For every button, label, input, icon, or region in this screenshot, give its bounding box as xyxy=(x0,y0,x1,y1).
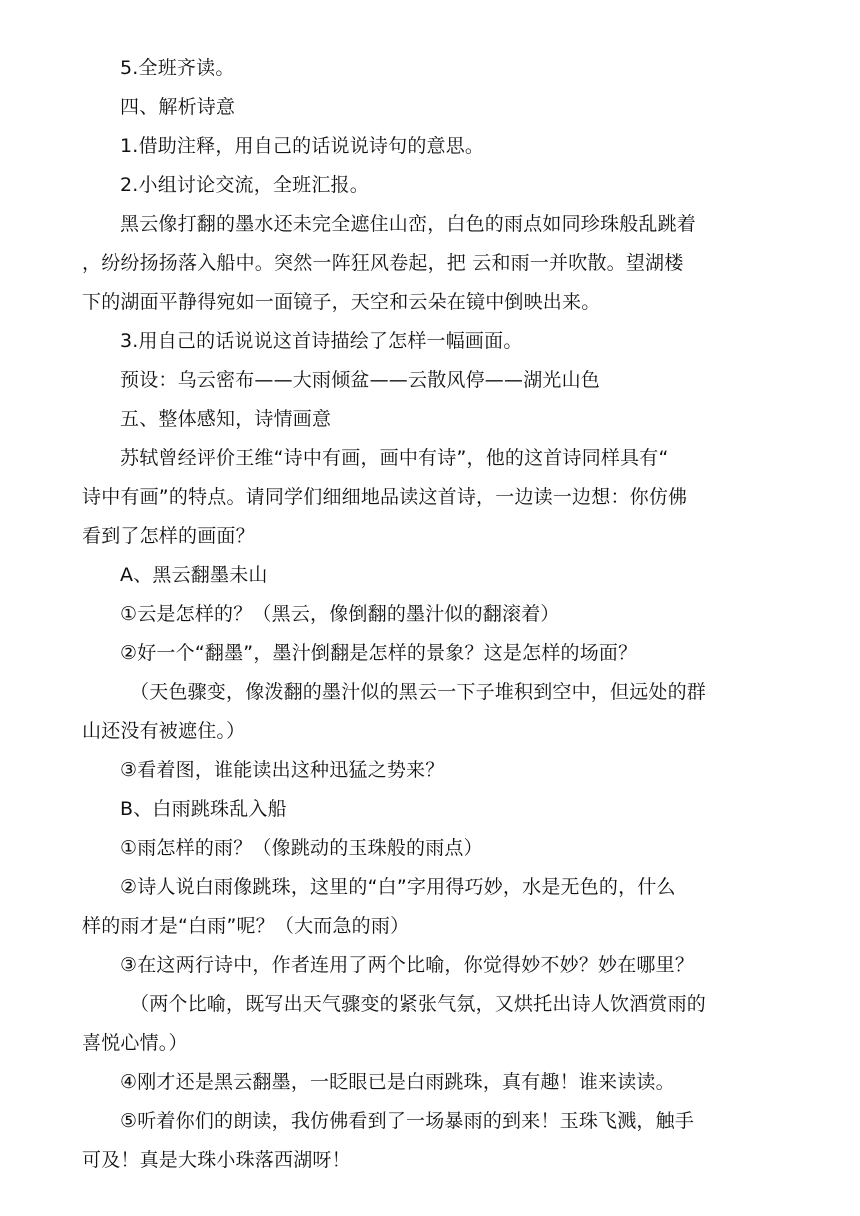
section-4-heading: 四、解析诗意 xyxy=(120,96,236,118)
subsection-a-heading: A、黑云翻墨未山 xyxy=(120,564,268,586)
step-5-line: 5.全班齐读。 xyxy=(120,57,235,79)
question-line: ③在这两行诗中，作者连用了两个比喻，你觉得妙不妙？妙在哪里？ xyxy=(120,954,695,976)
answer-line: 山还没有被遮住。） xyxy=(82,720,246,742)
paragraph-line: 可及！真是大珠小珠落西湖呀！ xyxy=(82,1149,351,1171)
section-5-heading: 五、整体感知，诗情画意 xyxy=(120,408,332,430)
question-line: 样的雨才是“白雨”呢？（大而急的雨） xyxy=(82,915,410,937)
paragraph-line: 苏轼曾经评价王维“诗中有画，画中有诗”，他的这首诗同样具有“ xyxy=(120,447,669,469)
answer-line: 喜悦心情。） xyxy=(82,1032,188,1054)
paragraph-line: ⑤听着你们的朗读，我仿佛看到了一场暴雨的到来！玉珠飞溅，触手 xyxy=(120,1110,695,1132)
answer-line: （两个比喻，既写出天气骤变的紧张气氛，又烘托出诗人饮酒赏雨的 xyxy=(130,993,707,1015)
question-line: ①雨怎样的雨？（像跳动的玉珠般的雨点） xyxy=(120,837,483,859)
question-line: ①云是怎样的？（黑云，像倒翻的墨汁似的翻滚着） xyxy=(120,603,560,625)
question-line: ④刚才还是黑云翻墨，一眨眼已是白雨跳珠，真有趣！谁来读读。 xyxy=(120,1071,675,1093)
preset-line: 预设：乌云密布——大雨倾盆——云散风停——湖光山色 xyxy=(120,369,601,391)
answer-line: （天色骤变，像泼翻的墨汁似的黑云一下子堆积到空中，但远处的群 xyxy=(130,681,707,703)
paragraph-line: 黑云像打翻的墨水还未完全遮住山峦，白色的雨点如同珍珠般乱跳着 xyxy=(120,213,697,235)
question-line: ②诗人说白雨像跳珠，这里的“白”字用得巧妙，水是无色的，什么 xyxy=(120,876,676,898)
paragraph-line: 下的湖面平静得宛如一面镜子，天空和云朵在镜中倒映出来。 xyxy=(82,291,601,313)
paragraph-line: ，纷纷扬扬落入船中。突然一阵狂风卷起，把 云和雨一并吹散。望湖楼 xyxy=(82,252,684,274)
step-1-line: 1.借助注释，用自己的话说说诗句的意思。 xyxy=(120,135,485,157)
subsection-b-heading: B、白雨跳珠乱入船 xyxy=(120,798,287,820)
paragraph-line: 诗中有画”的特点。请同学们细细地品读这首诗，一边读一边想：你仿佛 xyxy=(82,486,688,508)
paragraph-line: 看到了怎样的画面？ xyxy=(82,525,255,547)
step-2-line: 2.小组讨论交流，全班汇报。 xyxy=(120,174,369,196)
question-line: ③看着图，谁能读出这种迅猛之势来？ xyxy=(120,759,445,781)
question-line: ②好一个“翻墨”，墨汁倒翻是怎样的景象？这是怎样的场面？ xyxy=(120,642,638,664)
step-3-line: 3.用自己的话说说这首诗描绘了怎样一幅画面。 xyxy=(120,330,523,352)
